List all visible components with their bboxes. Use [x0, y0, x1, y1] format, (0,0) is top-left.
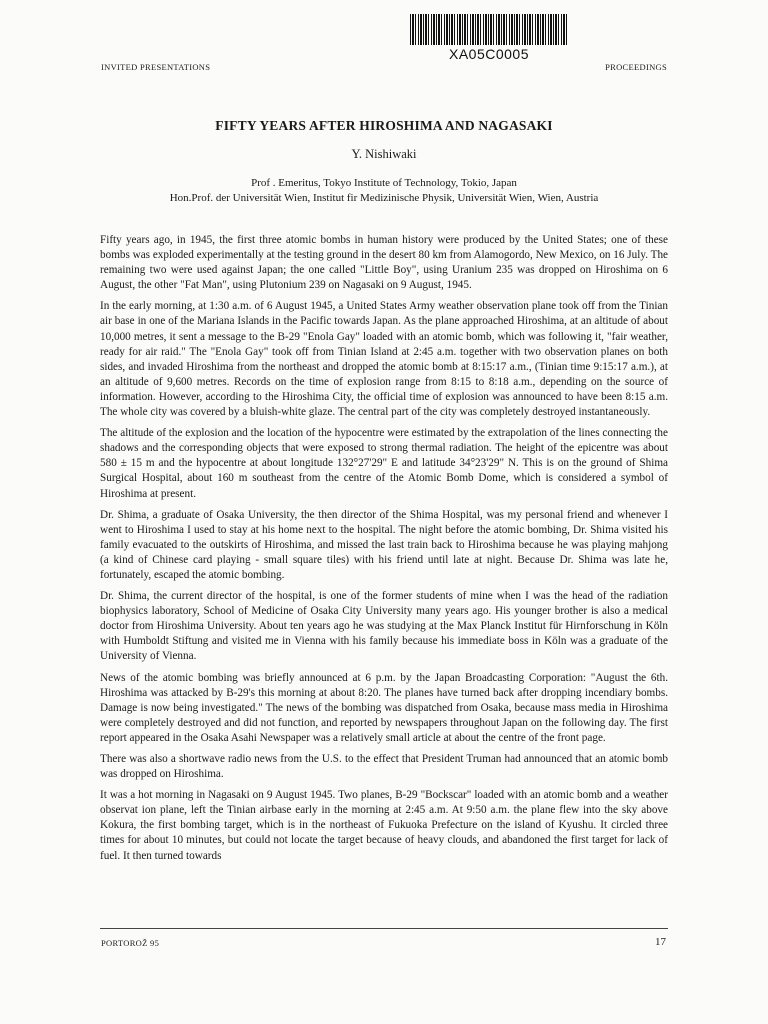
- paragraph: News of the atomic bombing was briefly announced at 6 p.m. by the Japan Broadcasting Corporation: "August the 6th. Hiroshima was attacked by B-29's this morning at about 8:20. The planes have turned back after dropping incendiary bombs. Damage is now being investigated." The news of the bombing was dispatched from Osaka, because mass media in Hiroshima were completely destroyed and did not function, and reported by newspapers throughout Japan on the following day. The first report appeared in the Osaka Asahi Newspaper was a relatively small article at about the centre of the front page.: [100, 671, 668, 744]
- body-text: [100, 233, 668, 870]
- paragraph: In the early morning, at 1:30 a.m. of 6 August 1945, a United States Army weather observation plane took off from the Tinian air base in one of the Mariana Islands in the Pacific towards Japan. As the plane approached Hiroshima, at an altitude of about 10,000 metres, it sent a message to the B-29 "Enola Gay" loaded with an atomic bomb, which was following it, "fair weather, ready for air raid." The "Enola Gay" took off from Tinian Island at 2:45 a.m. together with two observation planes on both sides, and invaded Hiroshima from the northeast and dropped the atomic bomb at 8:15:17 a.m., (Tinian time 9:15:17 a.m.), at an altitude of 9,600 metres. Records on the time of explosion range from 8:15 to 8:18 a.m., depending on the source of information. However, according to the Hiroshima City, the official time of explosion was announced to have been 8:15 a.m. The whole city was covered by a bluish-white glaze. The central part of the city was completely destroyed instantaneously.: [100, 300, 668, 419]
- barcode: [408, 14, 570, 62]
- barcode-stripes: [410, 14, 568, 45]
- paper-title: FIFTY YEARS AFTER HIROSHIMA AND NAGASAKI: [215, 118, 553, 133]
- paragraph: Fifty years ago, in 1945, the first three atomic bombs in human history were produced by the United States; one of these bombs was exploded experimentally at the testing ground in the desert 80 km from Alamogordo, New Mexico, on 16 July. The remaining two were used against Japan; the one called "Little Boy", using Uranium 235 was dropped on Hiroshima on 6 August, the other "Fat Man", using Plutonium 239 on Nagasaki on 9 August, 1945.: [100, 234, 668, 292]
- running-header-left: INVITED PRESENTATIONS: [101, 62, 211, 72]
- barcode-id: XA05C0005: [448, 46, 529, 62]
- page-number: 17: [655, 936, 666, 948]
- affiliation-1: Prof . Emeritus, Tokyo Institute of Technology, Tokio, Japan: [251, 177, 517, 189]
- running-header-right: PROCEEDINGS: [605, 62, 667, 72]
- paragraph: Dr. Shima, a graduate of Osaka University, the then director of the Shima Hospital, was my personal friend and whenever I went to Hiroshima I used to stay at his home next to the hospital. The night before the atomic bombing, Dr. Shima visited his family evacuated to the outskirts of Hiroshima, and missed the last train back to Hiroshima because he was playing mahjong (a kind of Chinese card playing - small square tiles) with his friend until late at night. Because Dr. Shima was late he, fortunately, escaped the atomic bombing.: [100, 508, 668, 581]
- footer-conference: PORTOROŽ 95: [101, 938, 160, 948]
- author-name: Y. Nishiwaki: [351, 147, 417, 161]
- footer-divider: [100, 928, 668, 929]
- paragraph: The altitude of the explosion and the location of the hypocentre were estimated by the extrapolation of the lines connecting the shadows and the corresponding objects that were exposed to strong thermal radiation. The height of the epicentre was about 580 ± 15 m and the hypocentre at about longitude 132°27'29" E and latitude 34°23'29" N. This is on the ground of Shima Surgical Hospital, about 160 m southeast from the centre of the Atomic Bomb Dome, which is considered a symbol of Hiroshima at present.: [100, 427, 668, 500]
- paragraph: There was also a shortwave radio news from the U.S. to the effect that President Truman had announced that an atomic bomb was dropped on Hiroshima.: [100, 753, 668, 781]
- paragraph: It was a hot morning in Nagasaki on 9 August 1945. Two planes, B-29 "Bockscar" loaded with an atomic bomb and a weather observat ion plane, left the Tinian airbase early in the morning at 2:45 a.m. At 9:50 a.m. the plane flew into the sky above Kokura, the first bombing target, which is in the northeast of Fukuoka Prefecture on the island of Kyushu. It circled three times for about 10 minutes, but could not locate the target because of heavy clouds, and abandoned the first target for lack of fuel. It then turned towards: [100, 789, 668, 862]
- affiliation-2: Hon.Prof. der Universität Wien, Institut fir Medizinische Physik, Universität Wien, Wien, Austria: [169, 192, 599, 204]
- paragraph: Dr. Shima, the current director of the hospital, is one of the former students of mine when I was the head of the radiation biophysics laboratory, School of Medicine of Osaka City University many years ago. His younger brother is also a medical doctor from Hiroshima University. About ten years ago he was studying at the Max Planck Institut für Hirnforschung in Köln with Humboldt Stiftung and visited me in Vienna with his family because his immediate boss in Köln was a graduate of the University of Vienna.: [100, 590, 668, 663]
